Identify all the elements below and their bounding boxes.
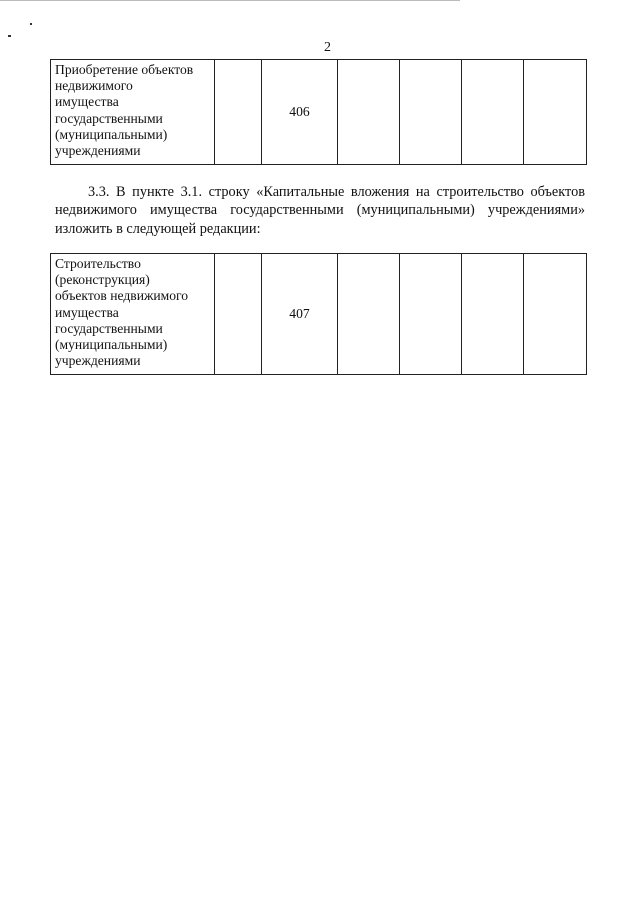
amendment-paragraph — [55, 183, 585, 238]
table-row — [51, 254, 587, 375]
row-code-cell: 406 — [262, 60, 338, 165]
row-name-line: Приобретение объектов — [55, 62, 194, 77]
empty-cell — [400, 254, 462, 375]
empty-cell — [338, 60, 400, 165]
row-name-cell — [51, 254, 215, 375]
empty-cell — [215, 60, 262, 165]
scan-speck — [30, 23, 32, 25]
scan-speck — [8, 35, 11, 37]
row-name-line: имущества — [55, 94, 119, 110]
row-name-line: учреждениями — [55, 353, 141, 369]
table-row — [51, 60, 587, 165]
empty-cell — [462, 60, 524, 165]
empty-cell — [524, 254, 587, 375]
row-code-cell: 407 — [262, 254, 338, 375]
row-name-line: учреждениями — [55, 143, 141, 159]
page-number: 2 — [324, 40, 331, 55]
row-name-line: государственными — [55, 320, 163, 336]
row-name-line: (муниципальными) — [55, 337, 168, 353]
budget-table-407 — [50, 253, 587, 375]
row-name-line: имущества — [55, 304, 119, 320]
row-name-line: Строительство — [55, 256, 141, 271]
row-name-line: недвижимого — [55, 78, 133, 94]
row-name-line: объектов недвижимого — [55, 288, 189, 304]
row-name-line: государственными — [55, 110, 163, 126]
empty-cell — [215, 254, 262, 375]
empty-cell — [524, 60, 587, 165]
empty-cell — [462, 254, 524, 375]
empty-cell — [400, 60, 462, 165]
scan-edge-line — [0, 0, 460, 1]
paragraph-line: 3.3. В пункте 3.1. строку «Капитальные вложения на строительство объектов — [88, 184, 585, 200]
row-name-line: (реконструкция) — [55, 272, 150, 288]
budget-table-406 — [50, 59, 587, 165]
row-name-cell — [51, 60, 215, 165]
empty-cell — [338, 254, 400, 375]
paragraph-line: изложить в следующей редакции: — [55, 220, 261, 237]
paragraph-line: недвижимого имущества государственными (муниципальными) учреждениями» — [55, 202, 585, 219]
row-name-line: (муниципальными) — [55, 126, 168, 142]
